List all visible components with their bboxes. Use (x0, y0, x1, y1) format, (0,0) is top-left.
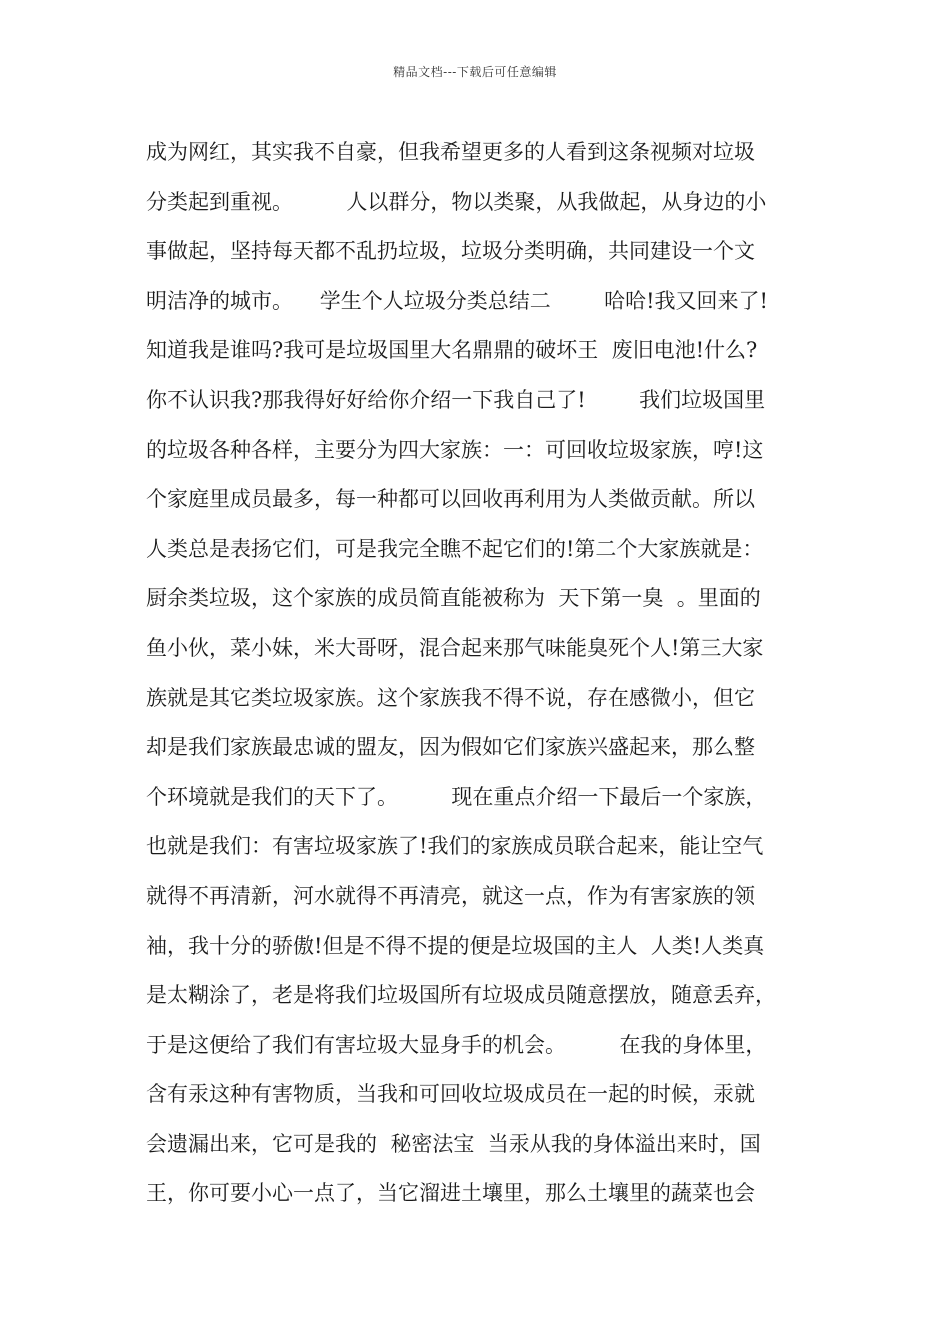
text-line: 个环境就是我们的天下了。 现在重点介绍一下最后一个家族， (146, 784, 767, 809)
text-line: 却是我们家族最忠诚的盟友，因为假如它们家族兴盛起来，那么整 (146, 735, 755, 760)
body-text (146, 128, 826, 1219)
text-line: 是太糊涂了，老是将我们垃圾国所有垃圾成员随意摆放，随意丢弃， (146, 983, 776, 1008)
text-line: 族就是其它类垃圾家族。这个家族我不得不说，存在感微小，但它 (146, 685, 755, 710)
page-header: 精品文档---下载后可任意编辑 (393, 65, 557, 79)
text-line: 王，你可要小心一点了，当它溜进土壤里，那么土壤里的蔬菜也会 (146, 1181, 755, 1206)
text-line: 人类总是表扬它们，可是我完全瞧不起它们的!第二个大家族就是： (146, 536, 764, 561)
text-line: 也就是我们：有害垃圾家族了!我们的家族成员联合起来，能让空气 (146, 834, 764, 859)
text-line: 你不认识我?那我得好好给你介绍一下我自己了! 我们垃圾国里 (146, 387, 766, 412)
text-line: 厨余类垃圾，这个家族的成员简直能被称为 天下第一臭 。里面的 (146, 586, 761, 611)
text-line: 含有汞这种有害物质，当我和可回收垃圾成员在一起的时候，汞就 (146, 1082, 755, 1107)
text-line: 会遗漏出来，它可是我的 秘密法宝 当汞从我的身体溢出来时，国 (146, 1131, 761, 1156)
text-line: 袖，我十分的骄傲!但是不得不提的便是垃圾国的主人 人类!人类真 (146, 933, 765, 958)
text-line: 明洁净的城市。 学生个人垃圾分类总结二 哈哈!我又回来了! (146, 288, 768, 313)
text-line: 成为网红，其实我不自豪，但我希望更多的人看到这条视频对垃圾 (146, 140, 755, 164)
text-line: 的垃圾各种各样，主要分为四大家族：一：可回收垃圾家族，哼!这 (146, 437, 764, 462)
text-line: 事做起，坚持每天都不乱扔垃圾，垃圾分类明确，共同建设一个文 (146, 239, 755, 264)
text-line: 于是这便给了我们有害垃圾大显身手的机会。 在我的身体里， (146, 1032, 767, 1057)
text-line: 鱼小伙，菜小妹，米大哥呀，混合起来那气味能臭死个人!第三大家 (146, 635, 764, 660)
text-line: 分类起到重视。 人以群分，物以类聚，从我做起，从身边的小 (146, 189, 767, 214)
text-line: 就得不再清新，河水就得不再清亮，就这一点，作为有害家族的领 (146, 883, 755, 908)
text-line: 个家庭里成员最多，每一种都可以回收再利用为人类做贡献。所以 (146, 487, 755, 512)
text-line: 知道我是谁吗?我可是垃圾国里大名鼎鼎的破坏王 废旧电池!什么? (146, 338, 758, 363)
